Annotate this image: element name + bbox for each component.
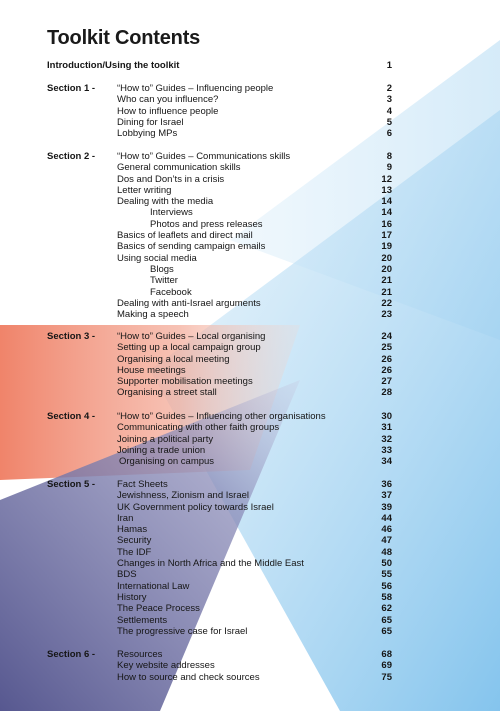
entry-page-number: 58 <box>381 591 392 603</box>
entry-page-number: 12 <box>381 173 392 185</box>
toc-entry[interactable] <box>117 128 392 139</box>
entry-page-number: 75 <box>381 671 392 683</box>
entry-page-number: 37 <box>381 490 392 502</box>
toc-entry[interactable] <box>117 672 392 683</box>
toc-entry[interactable] <box>117 365 392 376</box>
entry-title: Organising a local meeting <box>117 353 230 365</box>
entry-title: Blogs <box>150 263 174 275</box>
entry-title: History <box>117 591 147 603</box>
toc-entry[interactable] <box>117 106 392 117</box>
entry-page-number: 27 <box>381 376 392 388</box>
entry-page-number: 33 <box>381 444 392 456</box>
entry-page-number: 2 <box>386 83 392 94</box>
entry-title: Fact Sheets <box>117 479 168 490</box>
toc-entry[interactable] <box>117 94 392 105</box>
section-entries <box>117 83 392 139</box>
toc-entry[interactable] <box>117 309 392 320</box>
toc-subentry[interactable] <box>117 287 392 298</box>
entry-title: Joining a political party <box>117 433 214 445</box>
entry-title: Iran <box>117 512 134 524</box>
toc-entry[interactable] <box>117 411 392 422</box>
toc-entry[interactable] <box>117 298 392 309</box>
toc-entry[interactable] <box>117 502 392 513</box>
section-entries <box>117 151 392 320</box>
section-entries <box>117 411 392 467</box>
section-label: Section 1 - <box>47 83 96 94</box>
entry-page-number: 28 <box>381 387 392 399</box>
entry-title: Resources <box>117 649 163 660</box>
entry-title: “How to” Guides – Influencing other organisations <box>117 411 326 422</box>
entry-page-number: 22 <box>381 297 392 309</box>
entry-title: The IDF <box>117 546 152 558</box>
entry-title: Setting up a local campaign group <box>117 342 261 354</box>
entry-page-number: 21 <box>381 275 392 287</box>
entry-title: Making a speech <box>117 309 189 321</box>
intro-label: Introduction/Using the toolkit <box>47 60 180 71</box>
entry-page-number: 16 <box>381 218 392 230</box>
entry-title: International Law <box>117 580 190 592</box>
entry-title: Key website addresses <box>117 660 215 672</box>
entry-title: Lobbying MPs <box>117 128 178 140</box>
toc-intro-entry[interactable] <box>47 60 392 71</box>
entry-page-number: 32 <box>381 433 392 445</box>
entry-page-number: 6 <box>386 128 392 140</box>
entry-title: How to source and check sources <box>117 671 260 683</box>
toc-entry[interactable] <box>117 83 392 94</box>
entry-page-number: 23 <box>381 309 392 321</box>
entry-title: Using social media <box>117 252 197 264</box>
toc-entry[interactable] <box>117 241 392 252</box>
toc-entry[interactable] <box>117 592 392 603</box>
entry-title: Interviews <box>150 207 193 219</box>
toc-entry[interactable] <box>117 547 392 558</box>
entry-title: Organising on campus <box>119 456 215 468</box>
toc-entry[interactable] <box>117 456 392 467</box>
toc-entry[interactable] <box>117 524 392 535</box>
entry-page-number: 31 <box>381 422 392 434</box>
entry-title: Dealing with the media <box>117 196 214 208</box>
toc-entry[interactable] <box>117 569 392 580</box>
entry-page-number: 48 <box>381 546 392 558</box>
toc-entry[interactable] <box>117 649 392 660</box>
entry-page-number: 20 <box>381 252 392 264</box>
entry-title: “How to” Guides – Local organising <box>117 331 266 342</box>
entry-page-number: 69 <box>381 660 392 672</box>
toc-entry[interactable] <box>117 117 392 128</box>
section-label: Section 2 - <box>47 151 96 162</box>
entry-page-number: 14 <box>381 207 392 219</box>
toc-entry[interactable] <box>117 535 392 546</box>
entry-title: Photos and press releases <box>150 218 263 230</box>
entry-title: Organising a street stall <box>117 387 217 399</box>
entry-page-number: 9 <box>386 162 392 174</box>
toc-entry[interactable] <box>117 581 392 592</box>
entry-page-number: 26 <box>381 364 392 376</box>
toc-entry[interactable] <box>117 558 392 569</box>
toc-subentry[interactable] <box>117 264 392 275</box>
page-title: Toolkit Contents <box>47 27 201 49</box>
entry-page-number: 68 <box>381 649 392 660</box>
entry-title: The progressive case for Israel <box>117 625 248 637</box>
toc-entry[interactable] <box>117 387 392 398</box>
toc-entry[interactable] <box>117 513 392 524</box>
toc-entry[interactable] <box>117 490 392 501</box>
entry-page-number: 24 <box>381 331 392 342</box>
entry-page-number: 62 <box>381 603 392 615</box>
entry-page-number: 50 <box>381 558 392 570</box>
entry-page-number: 65 <box>381 614 392 626</box>
toc-subentry[interactable] <box>117 207 392 218</box>
entry-page-number: 13 <box>381 184 392 196</box>
entry-title: Basics of sending campaign emails <box>117 241 266 253</box>
entry-page-number: 36 <box>381 479 392 490</box>
entry-title: Who can you influence? <box>117 94 219 106</box>
section-label: Section 6 - <box>47 649 96 660</box>
toc-subentry[interactable] <box>117 219 392 230</box>
toc-entry[interactable] <box>117 253 392 264</box>
toc-entry[interactable] <box>117 185 392 196</box>
toc-entry[interactable] <box>117 479 392 490</box>
section-entries <box>117 479 392 637</box>
toc-entry[interactable] <box>117 434 392 445</box>
toc-entry[interactable] <box>117 376 392 387</box>
entry-title: Security <box>117 535 152 547</box>
entry-title: Basics of leaflets and direct mail <box>117 230 253 242</box>
entry-title: Changes in North Africa and the Middle East <box>117 558 304 570</box>
entry-page-number: 44 <box>381 512 392 524</box>
section-entries <box>117 331 392 399</box>
entry-title: Settlements <box>117 614 168 626</box>
entry-page-number: 4 <box>386 105 392 117</box>
entry-title: UK Government policy towards Israel <box>117 501 274 513</box>
entry-title: The Peace Process <box>117 603 200 615</box>
toc-entry[interactable] <box>117 615 392 626</box>
entry-title: Hamas <box>117 524 148 536</box>
entry-page-number: 55 <box>381 569 392 581</box>
entry-title: “How to” Guides – Influencing people <box>117 83 274 94</box>
entry-title: Supporter mobilisation meetings <box>117 376 253 388</box>
entry-title: Dealing with anti-Israel arguments <box>117 297 261 309</box>
entry-page-number: 3 <box>386 94 392 106</box>
entry-page-number: 65 <box>381 625 392 637</box>
entry-title: How to influence people <box>117 105 219 117</box>
toc-entry[interactable] <box>117 354 392 365</box>
toc-entry[interactable] <box>117 626 392 637</box>
section-label: Section 3 - <box>47 331 96 342</box>
toc-entry[interactable] <box>117 422 392 433</box>
entry-page-number: 30 <box>381 411 392 422</box>
entry-title: Twitter <box>150 275 178 287</box>
toc-entry[interactable] <box>117 230 392 241</box>
entry-page-number: 19 <box>381 241 392 253</box>
entry-title: BDS <box>117 569 137 581</box>
entry-title: Jewishness, Zionism and Israel <box>117 490 249 502</box>
entry-title: Letter writing <box>117 184 172 196</box>
toc-entry[interactable] <box>117 660 392 671</box>
entry-page-number: 25 <box>381 342 392 354</box>
entry-page-number: 47 <box>381 535 392 547</box>
entry-page-number: 56 <box>381 580 392 592</box>
entry-title: Communicating with other faith groups <box>117 422 280 434</box>
entry-page-number: 20 <box>381 263 392 275</box>
toc-entry[interactable] <box>117 445 392 456</box>
toc-entry[interactable] <box>117 174 392 185</box>
entry-page-number: 26 <box>381 353 392 365</box>
toc-entry[interactable] <box>117 603 392 614</box>
toc-entry[interactable] <box>117 162 392 173</box>
entry-page-number: 39 <box>381 501 392 513</box>
entry-page-number: 34 <box>381 456 392 468</box>
entry-title: General communication skills <box>117 162 241 174</box>
toc-entry[interactable] <box>117 196 392 207</box>
entry-title: “How to” Guides – Communications skills <box>117 151 291 162</box>
toc-subentry[interactable] <box>117 275 392 286</box>
toc-entry[interactable] <box>117 151 392 162</box>
entry-page-number: 8 <box>386 151 392 162</box>
entry-page-number: 17 <box>381 230 392 242</box>
section-label: Section 5 - <box>47 479 96 490</box>
entry-title: Dos and Don’ts in a crisis <box>117 173 225 185</box>
entry-page-number: 21 <box>381 286 392 298</box>
entry-page-number: 46 <box>381 524 392 536</box>
section-entries <box>117 649 392 683</box>
section-label: Section 4 - <box>47 411 96 422</box>
entry-page-number: 5 <box>386 116 392 128</box>
entry-page-number: 14 <box>381 196 392 208</box>
entry-title: Facebook <box>150 286 192 298</box>
entry-title: House meetings <box>117 364 186 376</box>
toc-entry[interactable] <box>117 342 392 353</box>
toc-entry[interactable] <box>117 331 392 342</box>
intro-page-number: 1 <box>386 60 392 71</box>
entry-title: Joining a trade union <box>117 444 206 456</box>
entry-title: Dining for Israel <box>117 116 184 128</box>
